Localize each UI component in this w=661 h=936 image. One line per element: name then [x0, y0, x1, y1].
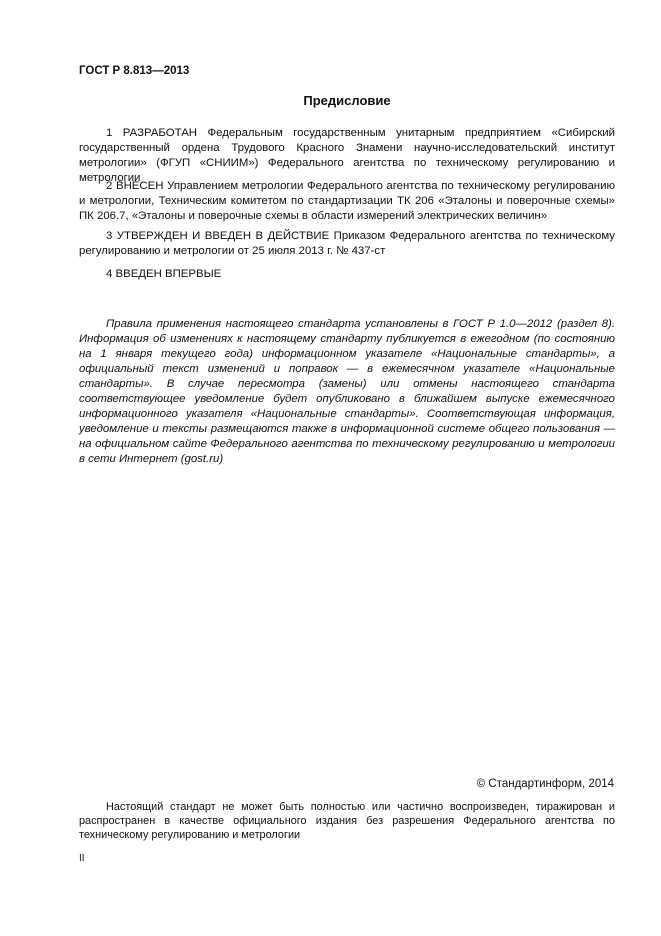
page-number: II [79, 853, 85, 864]
section-first-introduced: 4 ВВЕДЕН ВПЕРВЫЕ [106, 268, 222, 280]
section-introduced: 2 ВНЕСЕН Управлением метрологии Федерального агентства по техническому регулированию и метрологии, Техническим комитетом по стандартизации ТК 206 «Эталоны и поверочные схемы» ПК 206.7, «Эталоны и поверочные схемы в области измерений электрических величин» [79, 180, 615, 222]
section-approved: 3 УТВЕРЖДЕН И ВВЕДЕН В ДЕЙСТВИЕ Приказом Федерального агентства по техническому регулированию и метрологии от 25 июля 2013 г. № 437-ст [79, 230, 615, 257]
application-rules-notice: Правила применения настоящего стандарта установлены в ГОСТ Р 1.0—2012 (раздел 8). Информация об изменениях к настоящему стандарту публикуется в ежегодном (по состоянию на 1 января текущего года) информационном указателе «Национальные стандарты», а официальный текст изменений и поправок — в ежемесячном указателе «Национальные стандарты». В случае пересмотра (замены) или отмены настоящего стандарта соответствующее уведомление будет опубликовано в ближайшем выпуске ежемесячного информационного указателя «Национальные стандарты». Соответствующая информация, уведомление и тексты размещаются также в информационной системе общего пользования — на официальном сайте Федерального агентства по техническому регулированию и метрологии в сети Интернет (gost.ru) [79, 318, 615, 465]
standard-code-header: ГОСТ Р 8.813—2013 [79, 65, 190, 77]
page-title: Предисловие [303, 93, 391, 108]
reproduction-notice: Настоящий стандарт не может быть полностью или частично воспроизведен, тиражирован и распространен в качестве официального издания без разрешения Федерального агентства по техническому регулированию и метрологии [79, 801, 615, 841]
section-developed: 1 РАЗРАБОТАН Федеральным государственным унитарным предприятием «Сибирский государственный ордена Трудового Красного Знамени научно-исследовательский институт метрологии» (ФГУП «СНИИМ») Федерального агентства по техническому регулированию и метрологии [79, 127, 615, 184]
copyright-line: © Стандартинформ, 2014 [476, 778, 614, 790]
